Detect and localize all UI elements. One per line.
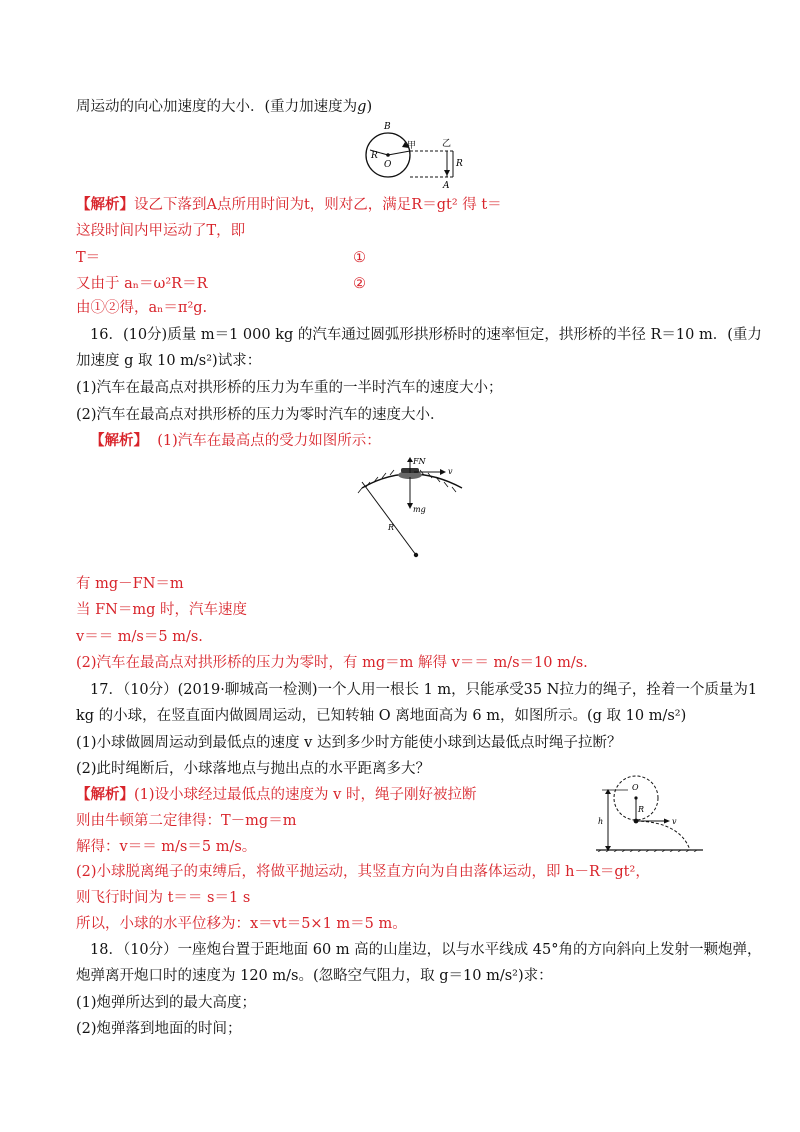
label-jia: 甲	[407, 141, 417, 151]
q16-item1: (1)汽车在最高点对拱形桥的压力为车重的一半时汽车的速度大小；	[76, 380, 503, 396]
label-v: v	[448, 467, 453, 476]
solution15-line5: 由①②得，aₙ＝π²g.	[76, 300, 208, 316]
label-fn: FN	[413, 457, 426, 466]
label-o: O	[384, 160, 392, 170]
solution17-line3: 解得：v＝＝ m/s＝5 m/s。	[76, 839, 257, 855]
solution16-line4: (2)汽车在最高点对拱形桥的压力为零时，有 mg＝m 解得 v＝＝ m/s＝10 m/s.	[76, 655, 588, 671]
solution16-line3: v＝＝ m/s＝5 m/s.	[76, 629, 203, 645]
figure-pendulum	[588, 770, 708, 852]
label-v: v	[672, 817, 677, 826]
solution16-line2: 当 FN＝mg 时，汽车速度	[76, 602, 247, 618]
solution15-line2: 这段时间内甲运动了T，即	[76, 223, 246, 239]
label-a: A	[443, 181, 450, 190]
intro-line: 周运动的向心加速度的大小．(重力加速度为g)	[76, 99, 373, 115]
solution17-line5: 则飞行时间为 t＝＝ s＝1 s	[76, 890, 251, 906]
solution17-line2: 则由牛顿第二定律得：T－mg＝m	[76, 813, 297, 829]
q18-line2: 炮弹离开炮口时的速度为 120 m/s。(忽略空气阻力，取 g＝10 m/s²)求：	[76, 968, 553, 984]
q17-item2: (2)此时绳断后，小球落地点与抛出点的水平距离多大？	[76, 761, 431, 777]
solution16-line1: 有 mg－FN＝m	[76, 576, 184, 592]
label-r2: R	[456, 159, 463, 169]
solution15-mark2: ②	[353, 276, 366, 292]
label-mg: mg	[413, 505, 426, 514]
solution16-line0: 【解析】 (1)汽车在最高点的受力如图所示：	[90, 432, 381, 449]
figure-circular-motion	[358, 120, 478, 190]
label-yi: 乙	[442, 139, 452, 149]
figure-arch-radius	[356, 462, 436, 562]
label-r: R	[371, 151, 378, 161]
q18-line1: 18．（10分）一座炮台置于距地面 60 m 高的山崖边，以与水平线成 45°角的方向斜向上发射一颗炮弹，	[90, 942, 762, 958]
q17-item1: (1)小球做圆周运动到最低点的速度 v 达到多少时方能使小球到达最低点时绳子拉断？	[76, 735, 622, 751]
label-b: B	[384, 122, 391, 132]
q16-line1: 16．(10分)质量 m＝1 000 kg 的汽车通过圆弧形拱形桥时的速率恒定，拱形桥的半径 R＝10 m．(重力	[90, 327, 762, 343]
q17-line2: kg 的小球，在竖直面内做圆周运动，已知转轴 O 离地面高为 6 m，如图所示。(g 取 10 m/s²)	[76, 708, 687, 724]
solution15-mark1: ①	[353, 250, 366, 266]
solution15-line4: 又由于 aₙ＝ω²R＝R	[76, 276, 208, 292]
solution17-line1: 【解析】(1)设小球经过最低点的速度为 v 时，绳子刚好被拉断	[76, 786, 477, 803]
solution17-line4: (2)小球脱离绳子的束缚后，将做平抛运动，其竖直方向为自由落体运动，即 h－R＝gt²，	[76, 864, 650, 880]
q16-line2: 加速度 g 取 10 m/s²)试求：	[76, 353, 262, 369]
solution15-line3: T＝	[76, 250, 101, 266]
label-r: R	[388, 523, 395, 532]
solution15-line1: 【解析】设乙下落到A点所用时间为t，则对乙，满足R＝gt² 得 t＝	[76, 196, 502, 213]
label-h: h	[598, 817, 604, 826]
label-o: O	[632, 783, 639, 792]
q18-item1: (1)炮弹所达到的最大高度；	[76, 995, 257, 1011]
label-r: R	[638, 805, 645, 814]
q18-item2: (2)炮弹落到地面的时间；	[76, 1021, 242, 1037]
solution17-line6: 所以，小球的水平位移为：x＝vt＝5×1 m＝5 m。	[76, 916, 407, 932]
q16-item2: (2)汽车在最高点对拱形桥的压力为零时汽车的速度大小．	[76, 407, 445, 423]
q17-line1: 17．（10分）(2019·聊城高一检测)一个人用一根长 1 m，只能承受35 N拉力的绳子，拴着一个质量为1	[90, 682, 758, 698]
